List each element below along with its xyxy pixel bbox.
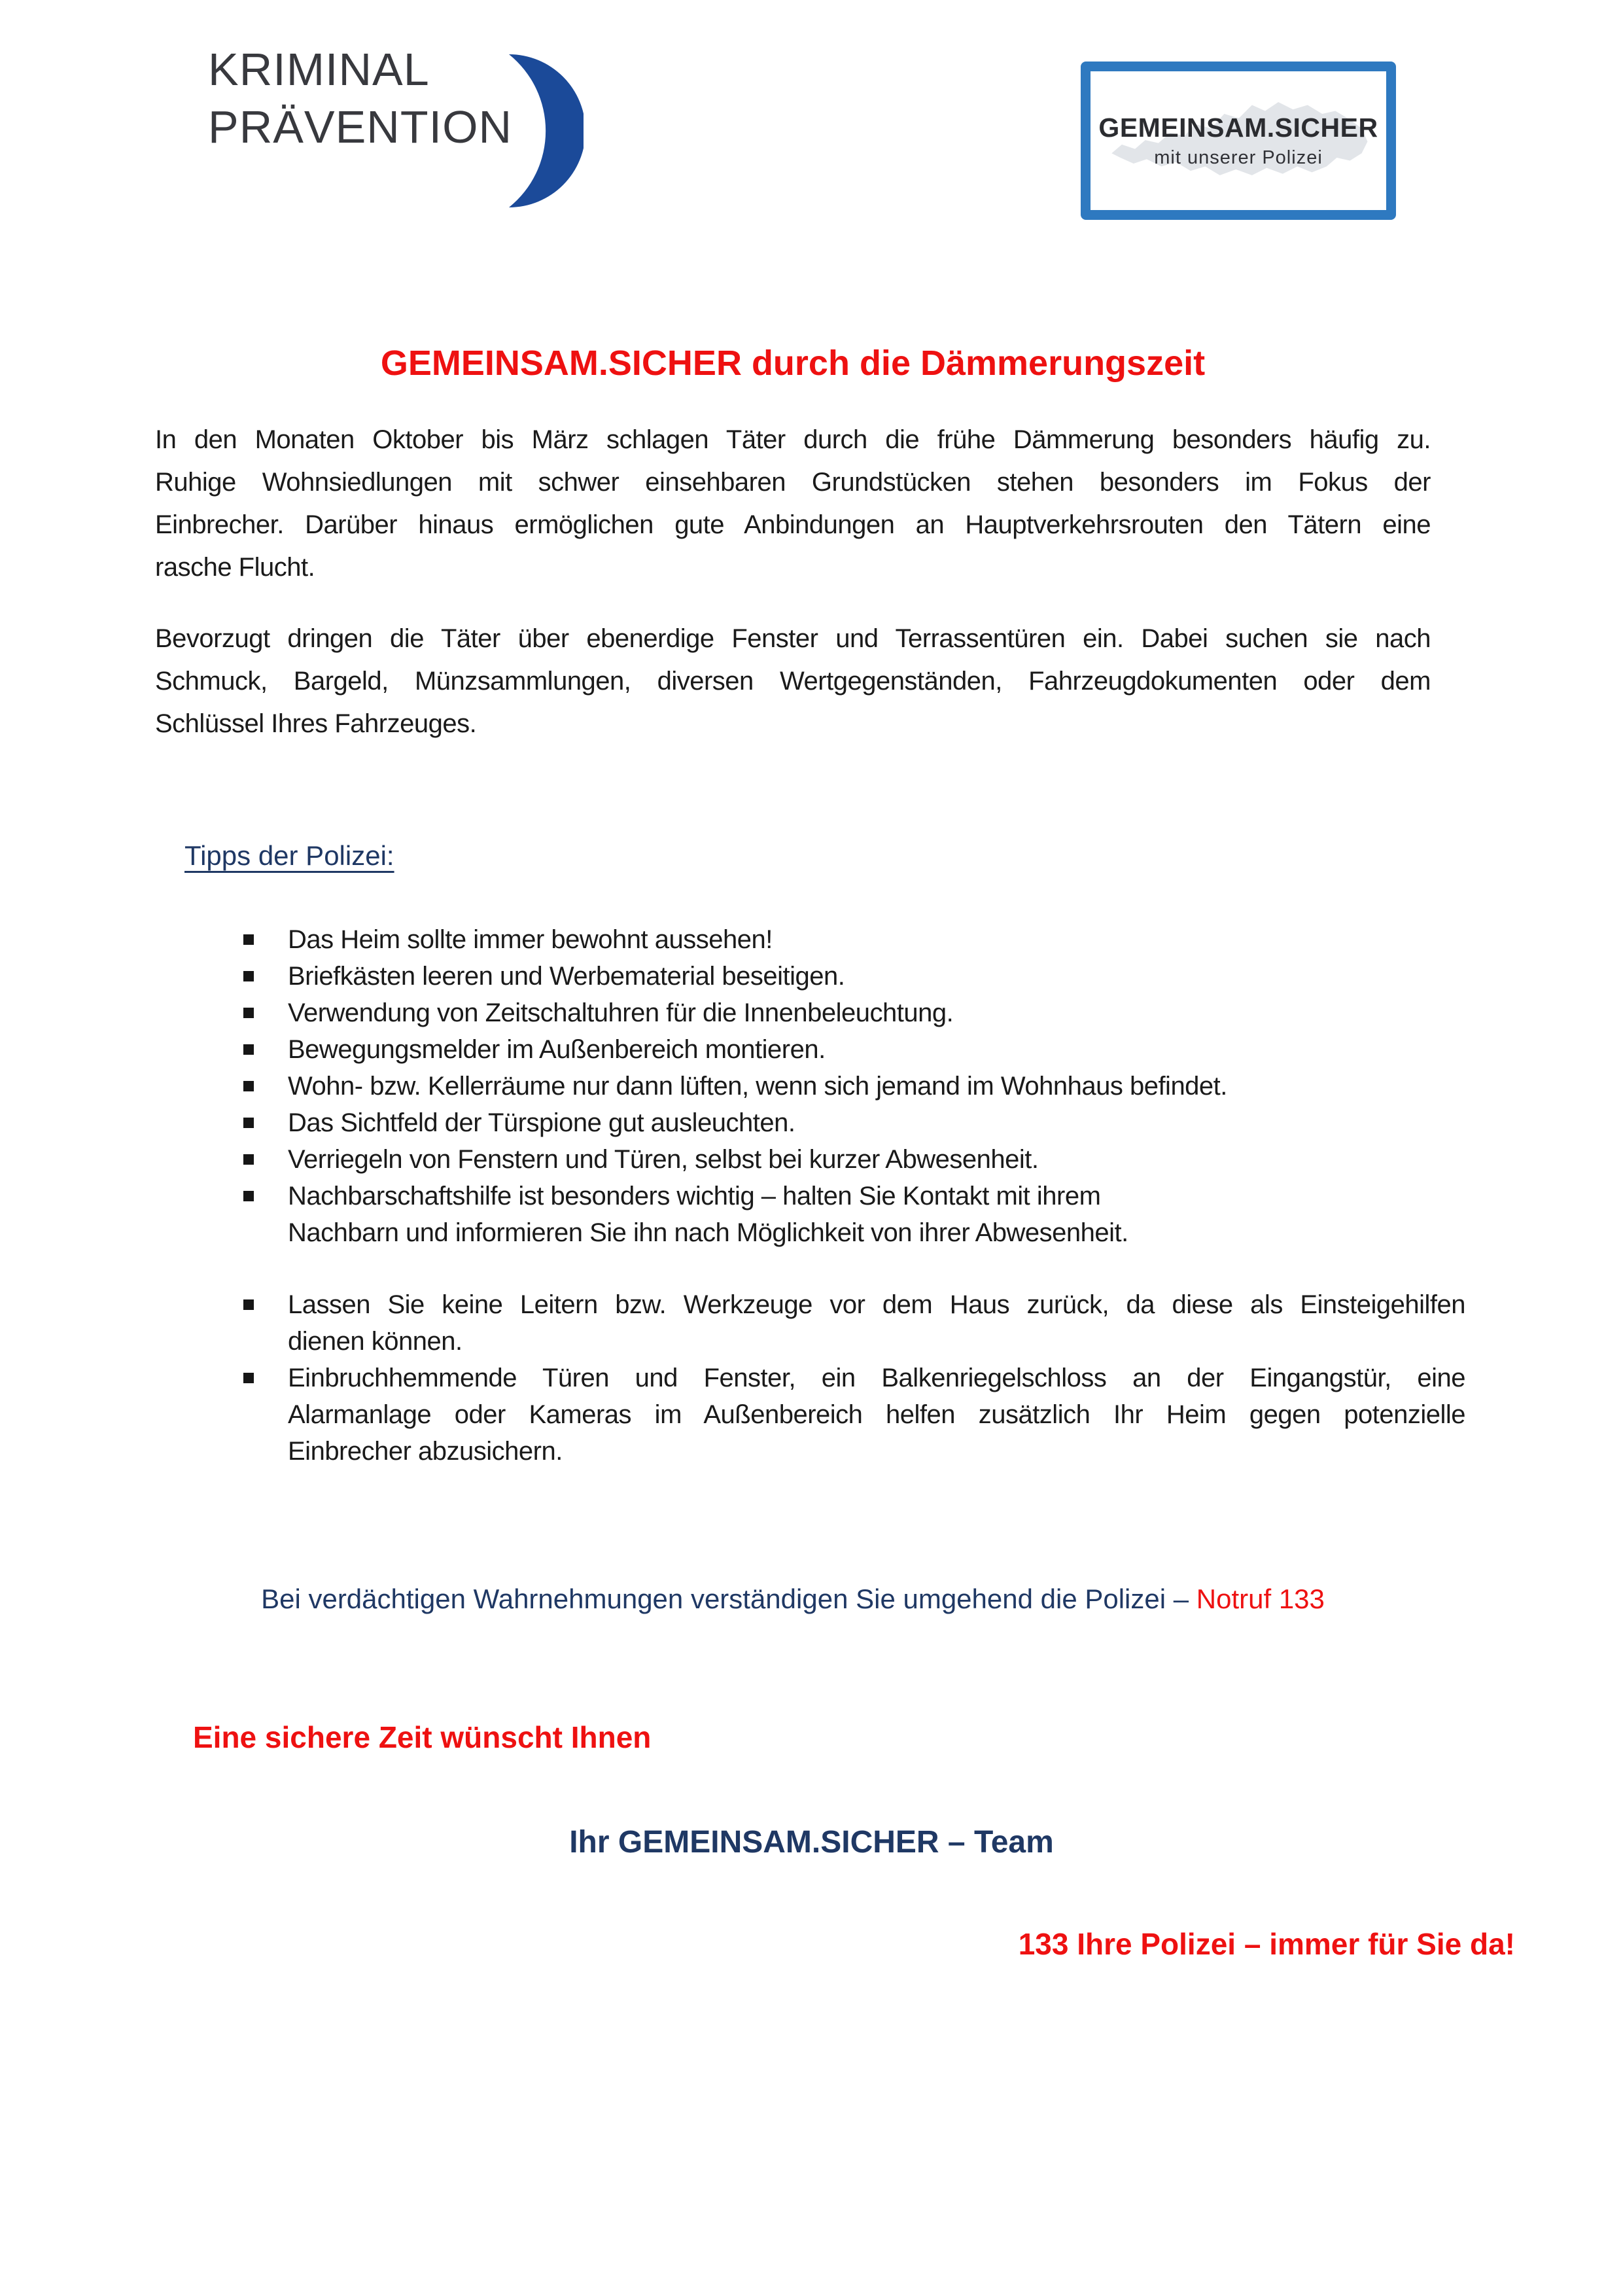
gemeinsam-sicher-logo (1081, 62, 1396, 220)
list-item-text: Einbruchhemmende Türen und Fenster, ein Balkenriegelschloss an der Eingangstür, eine (288, 1364, 1465, 1392)
page-title: GEMEINSAM.SICHER durch die Dämmerungszeit (380, 344, 1206, 383)
emergency-notice-text: Bei verdächtigen Wahrnehmungen verständigen Sie umgehend die Polizei – (261, 1583, 1196, 1614)
paragraph-line: Einbrecher. Darüber hinaus ermöglichen gute Anbindungen an Hauptverkehrsrouten den Tätern eine (155, 510, 1431, 539)
swoosh-arc-icon (504, 52, 584, 209)
list-item (243, 995, 1465, 1031)
list-item (243, 1360, 1465, 1470)
tips-list (243, 921, 1465, 1470)
list-item (243, 1068, 1465, 1104)
bullet-square-icon (243, 1008, 254, 1018)
bullet-square-icon (243, 1154, 254, 1165)
bullet-square-icon (243, 971, 254, 981)
austria-map-icon (1106, 83, 1374, 207)
list-item (243, 1141, 1465, 1178)
paragraph-line: Bevorzugt dringen die Täter über ebenerdige Fenster und Terrassentüren ein. Dabei suchen sie nach (155, 624, 1431, 653)
bullet-square-icon (243, 1081, 254, 1091)
intro-paragraph-2 (155, 618, 1431, 745)
bullet-square-icon (243, 1118, 254, 1128)
intro-paragraph-1 (155, 419, 1431, 589)
list-item (243, 958, 1465, 995)
gemeinsam-sicher-logo-subtitle: mit unserer Polizei (1154, 147, 1323, 168)
paragraph-line: rasche Flucht. (155, 553, 315, 582)
list-item (243, 1286, 1465, 1360)
list-item-text: Das Sichtfeld der Türspione gut ausleuchten. (288, 1108, 795, 1137)
list-item-text: Briefkästen leeren und Werbematerial beseitigen. (288, 962, 845, 991)
paragraph-line: Schlüssel Ihres Fahrzeuges. (155, 709, 477, 738)
closing-team: Ihr GEMEINSAM.SICHER – Team (569, 1825, 1054, 1860)
bullet-square-icon (243, 1191, 254, 1201)
bullet-square-icon (243, 1373, 254, 1383)
list-item-text: dienen können. (288, 1327, 462, 1356)
tips-heading: Tipps der Polizei: (184, 840, 394, 871)
list-item-text: Das Heim sollte immer bewohnt aussehen! (288, 925, 773, 954)
list-item (243, 1031, 1465, 1068)
emergency-number: Notruf 133 (1196, 1583, 1325, 1614)
list-item-text: Verriegeln von Fenstern und Türen, selbst bei kurzer Abwesenheit. (288, 1145, 1039, 1174)
bullet-square-icon (243, 934, 254, 945)
bullet-square-icon (243, 1299, 254, 1310)
closing-slogan: 133 Ihre Polizei – immer für Sie da! (1018, 1927, 1515, 1961)
gemeinsam-sicher-logo-title: GEMEINSAM.SICHER (1098, 113, 1378, 143)
bullet-square-icon (243, 1044, 254, 1055)
logo-line-kriminal: KRIMINAL (208, 44, 430, 95)
list-item-text: Nachbarn und informieren Sie ihn nach Möglichkeit von ihrer Abwesenheit. (288, 1218, 1128, 1247)
list-item (243, 921, 1465, 958)
list-item (243, 1104, 1465, 1141)
kriminalpraevention-logo (208, 41, 512, 156)
logo-line-praevention: PRÄVENTION (208, 101, 513, 152)
paragraph-line: Ruhige Wohnsiedlungen mit schwer einsehbaren Grundstücken stehen besonders im Fokus der (155, 468, 1431, 497)
list-item (243, 1178, 1465, 1251)
list-item-text: Wohn- bzw. Kellerräume nur dann lüften, wenn sich jemand im Wohnhaus befindet. (288, 1072, 1227, 1101)
list-item-text: Alarmanlage oder Kameras im Außenbereich helfen zusätzlich Ihr Heim gegen potenzielle (288, 1400, 1465, 1429)
emergency-notice (155, 1583, 1431, 1615)
list-item-text: Einbrecher abzusichern. (288, 1437, 563, 1466)
list-item-text: Bewegungsmelder im Außenbereich montieren. (288, 1035, 826, 1064)
closing-wish: Eine sichere Zeit wünscht Ihnen (193, 1720, 652, 1754)
list-item-text: Verwendung von Zeitschaltuhren für die Innenbeleuchtung. (288, 998, 954, 1027)
list-item-text: Nachbarschaftshilfe ist besonders wichtig – halten Sie Kontakt mit ihrem (288, 1182, 1101, 1210)
paragraph-line: In den Monaten Oktober bis März schlagen Täter durch die frühe Dämmerung besonders häufig zu. (155, 425, 1431, 454)
kriminalpraevention-logo-text (208, 41, 512, 156)
paragraph-line: Schmuck, Bargeld, Münzsammlungen, diversen Wertgegenständen, Fahrzeugdokumenten oder dem (155, 667, 1431, 696)
list-item-text: Lassen Sie keine Leitern bzw. Werkzeuge vor dem Haus zurück, da diese als Einsteigehilfen (288, 1290, 1465, 1319)
